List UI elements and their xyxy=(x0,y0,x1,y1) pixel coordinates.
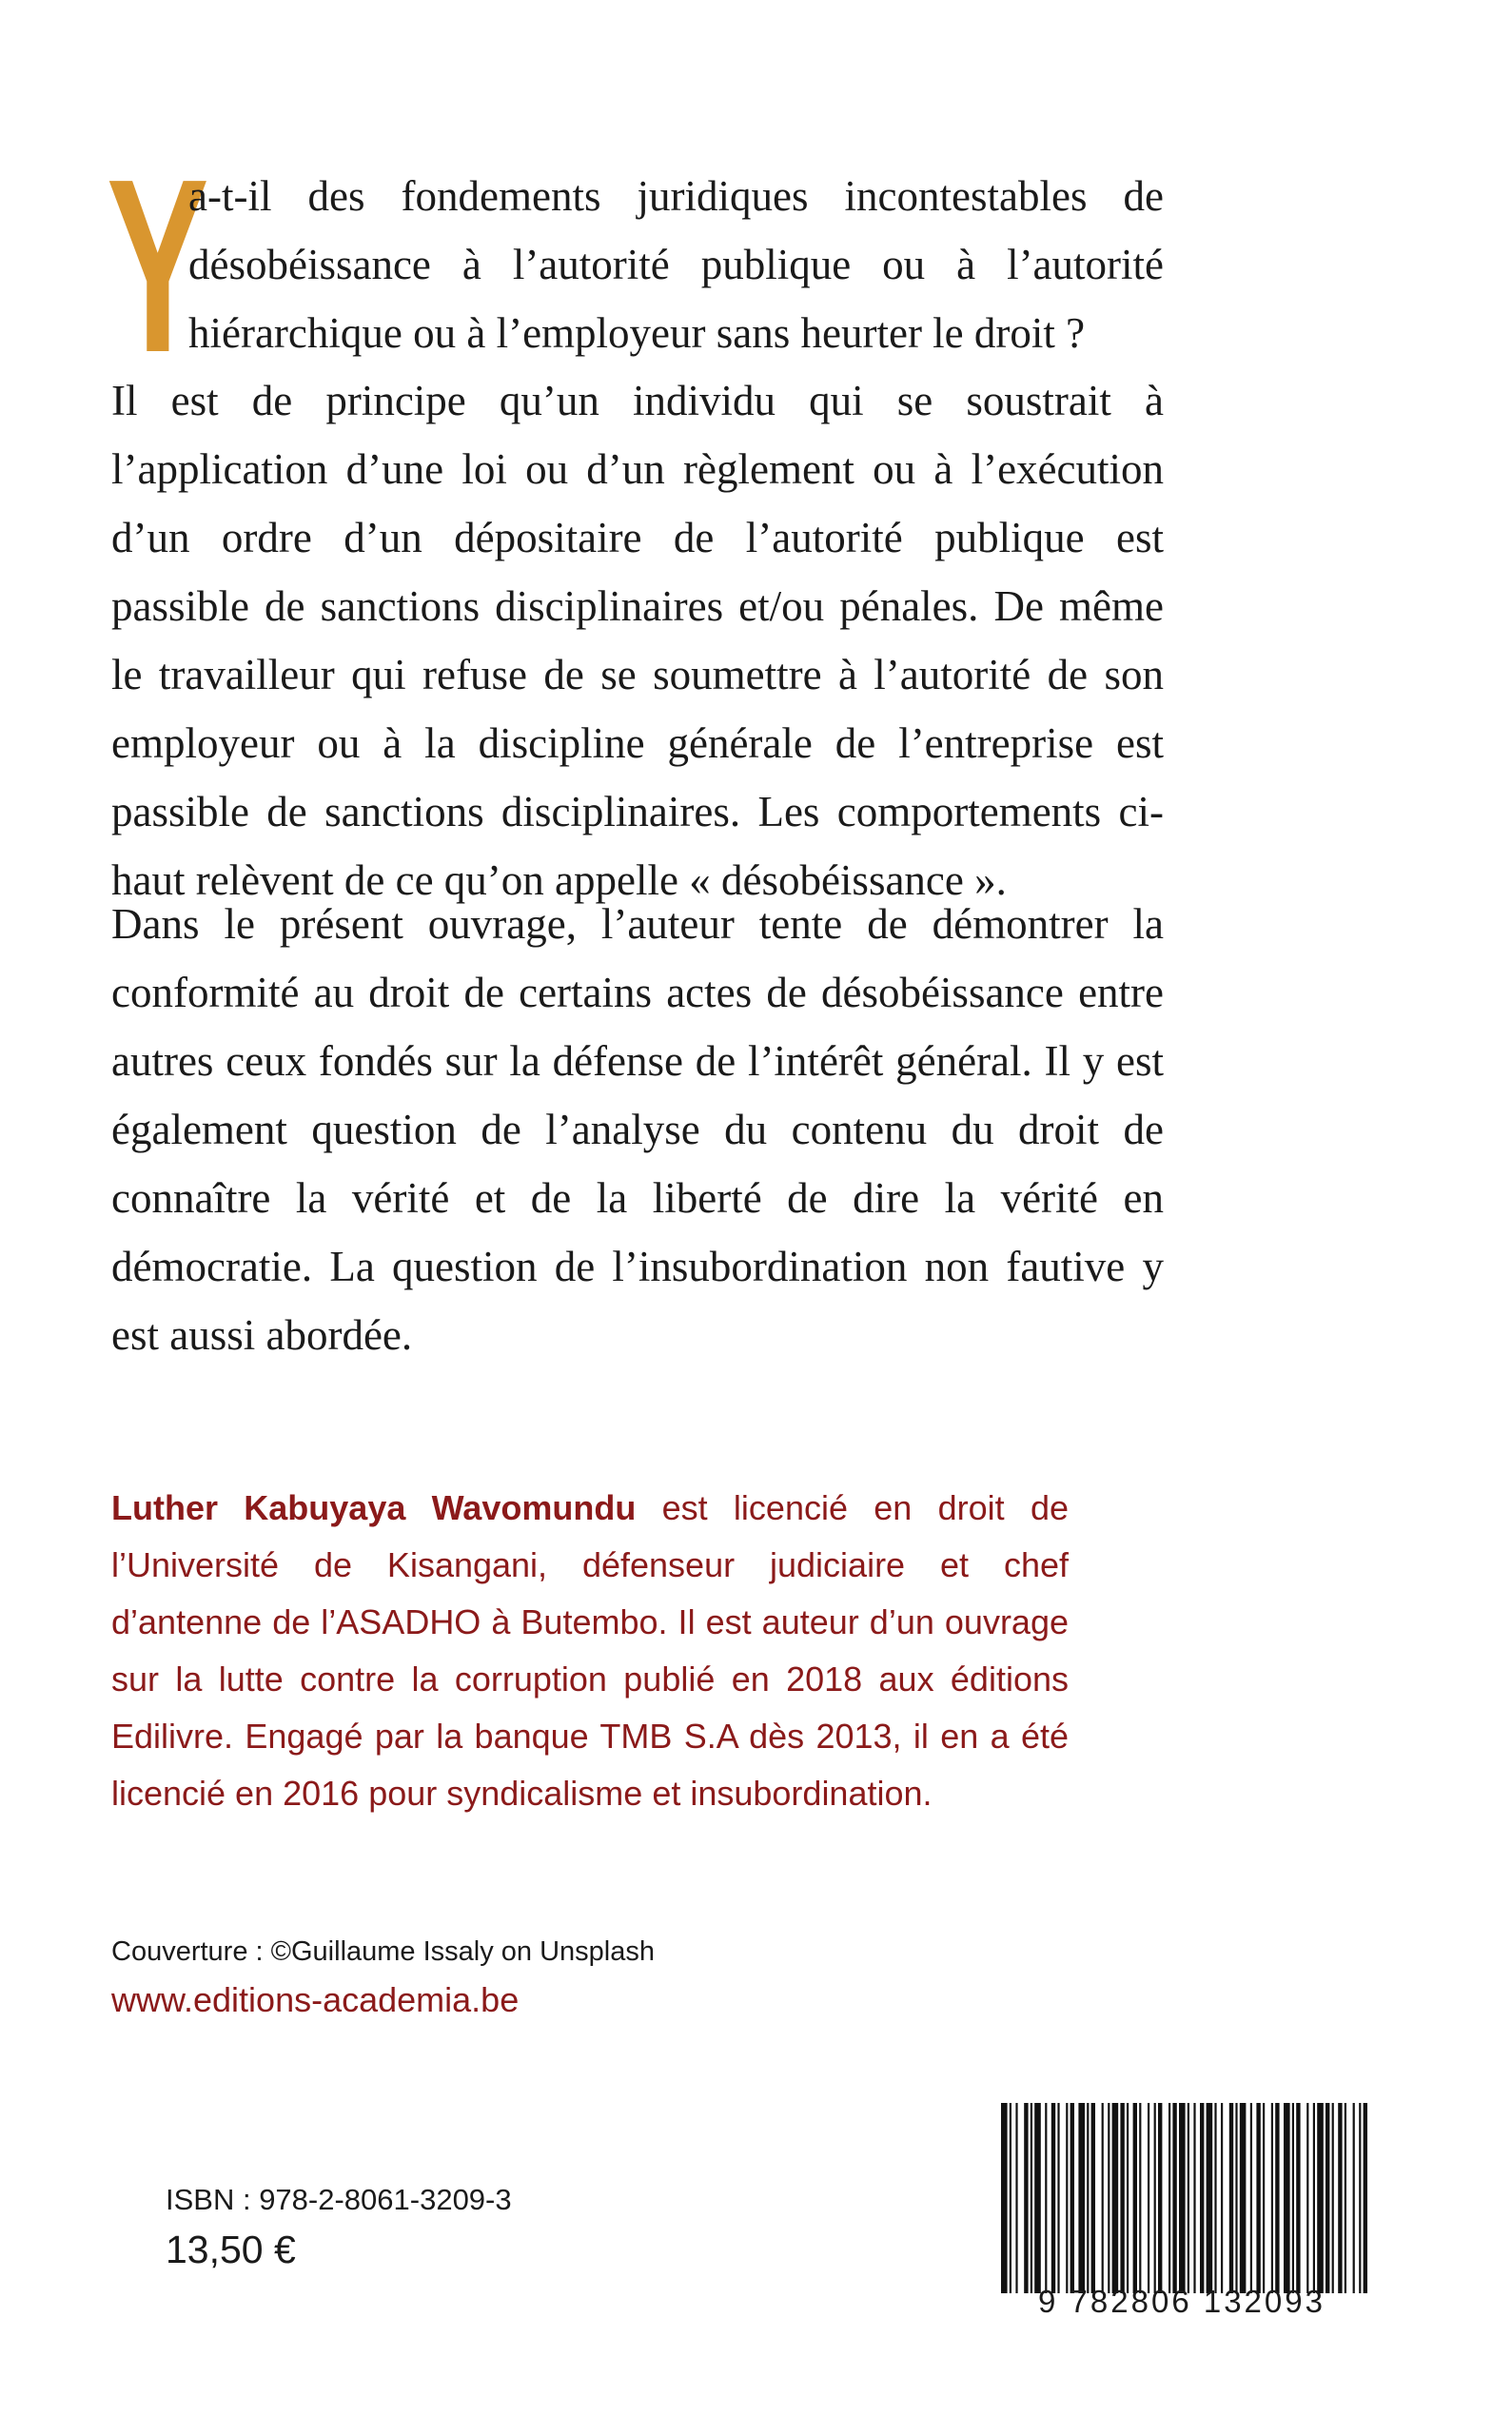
cover-credit: Couverture : ©Guillaume Issaly on Unsplash xyxy=(111,1936,656,1967)
author-bio xyxy=(111,1480,1069,1822)
barcode-bar xyxy=(1010,2103,1011,2293)
barcode-digits: 9 782806 132093 xyxy=(1038,2284,1325,2319)
barcode-bar xyxy=(1292,2103,1294,2293)
barcode-bar xyxy=(1296,2103,1300,2293)
barcode-bar xyxy=(1235,2103,1237,2293)
barcode-bar xyxy=(1263,2103,1265,2293)
intro-question: a-t-il des fondements juridiques incontestables de désobéissance à l’autorité publique ou à l’autorité hiérarchique ou à l’employeur sans heurter le droit ? xyxy=(188,172,1164,357)
barcode-bar xyxy=(1317,2103,1324,2293)
barcode-bar xyxy=(1133,2103,1137,2293)
barcode-bar xyxy=(1168,2103,1170,2293)
barcode-bar xyxy=(1306,2103,1308,2293)
barcode-bar xyxy=(1057,2103,1059,2293)
barcode-bar xyxy=(1200,2103,1204,2293)
barcode-bar xyxy=(1229,2103,1233,2293)
barcode-bar xyxy=(1112,2103,1119,2293)
barcode-bar xyxy=(1070,2103,1074,2293)
publisher-website[interactable]: www.editions-academia.be xyxy=(111,1980,520,2019)
barcode-bar xyxy=(1045,2103,1047,2293)
dropcap-letter: Y xyxy=(107,128,209,404)
barcode-bar xyxy=(1158,2103,1162,2293)
isbn: ISBN : 978-2-8061-3209-3 xyxy=(166,2183,512,2216)
barcode-bar xyxy=(1271,2103,1273,2293)
barcode xyxy=(999,2103,1370,2293)
barcode-bar xyxy=(1034,2103,1041,2293)
barcode-bar xyxy=(1001,2103,1008,2293)
barcode-bar xyxy=(1256,2103,1260,2293)
barcode-bar xyxy=(1325,2103,1329,2293)
author-name: Luther Kabuyaya Wavomundu xyxy=(111,1488,637,1527)
barcode-bar xyxy=(1148,2103,1149,2293)
barcode-bar xyxy=(1207,2103,1213,2293)
barcode-bar xyxy=(1179,2103,1186,2293)
barcode-bar xyxy=(1120,2103,1124,2293)
author-bio-text: est licencié en droit de l’Université de Kisangani, défenseur judiciaire et chef d’antenne de l’ASADHO à Butembo. Il est auteur d’un ouvrage sur la lutte contre la corruption publié en 2018 aux éditions Edilivre. Engagé par la banque TMB S.A dès 2013, il en a été licencié en 2016 pour syndicalisme et insubordination. xyxy=(111,1488,1069,1813)
barcode-bar xyxy=(1139,2103,1141,2293)
price: 13,50 € xyxy=(166,2228,296,2271)
body-paragraph-2: Dans le présent ouvrage, l’auteur tente de démontrer la conformité au droit de certains actes de désobéissance entre autres ceux fondés sur la défense de l’intérêt général. Il y est également question de l’analyse du contenu du droit de connaître la vérité et de la liberté de dire la vérité en démocratie. La question de l’insubordination non fautive y est aussi abordée. xyxy=(111,900,1164,1359)
barcode-bar xyxy=(1015,2103,1017,2293)
barcode-bar xyxy=(1108,2103,1109,2293)
barcode-bar xyxy=(1338,2103,1342,2293)
barcode-bar xyxy=(1364,2103,1367,2293)
barcode-bar xyxy=(1031,2103,1032,2293)
barcode-bar xyxy=(1188,2103,1189,2293)
barcode-bar xyxy=(1087,2103,1089,2293)
barcode-bar xyxy=(1353,2103,1355,2293)
barcode-bar xyxy=(1078,2103,1085,2293)
barcode-bar xyxy=(1172,2103,1176,2293)
barcode-bar xyxy=(1313,2103,1315,2293)
barcode-bar xyxy=(1332,2103,1334,2293)
barcode-bar xyxy=(1091,2103,1095,2293)
barcode-bar xyxy=(1024,2103,1028,2293)
barcode-bar xyxy=(1221,2103,1223,2293)
barcode-bar xyxy=(1345,2103,1346,2293)
barcode-bar xyxy=(1102,2103,1104,2293)
barcode-bar xyxy=(1193,2103,1195,2293)
barcode-bar xyxy=(1240,2103,1247,2293)
barcode-bar xyxy=(1066,2103,1068,2293)
barcode-bar xyxy=(1127,2103,1129,2293)
barcode-bar xyxy=(1275,2103,1279,2293)
body-paragraph-1: Il est de principe qu’un individu qui se soustrait à l’application d’une loi ou d’un règlement ou à l’exécution d’un ordre d’un dépositaire de l’autorité publique est passible de sanctions disciplinaires et/ou pénales. De même le travailleur qui refuse de se soumettre à l’autorité de son employeur ou à la discipline générale de l’entreprise est passible de sanctions disciplinaires. Les comportements ci-haut relèvent de ce qu’on appelle « désobéissance ». xyxy=(111,377,1164,904)
barcode-bar xyxy=(1250,2103,1252,2293)
barcode-bar xyxy=(1214,2103,1216,2293)
barcode-bar xyxy=(1284,2103,1290,2293)
barcode-bar xyxy=(1154,2103,1156,2293)
barcode-bar xyxy=(1359,2103,1361,2293)
barcode-bar xyxy=(1051,2103,1055,2293)
